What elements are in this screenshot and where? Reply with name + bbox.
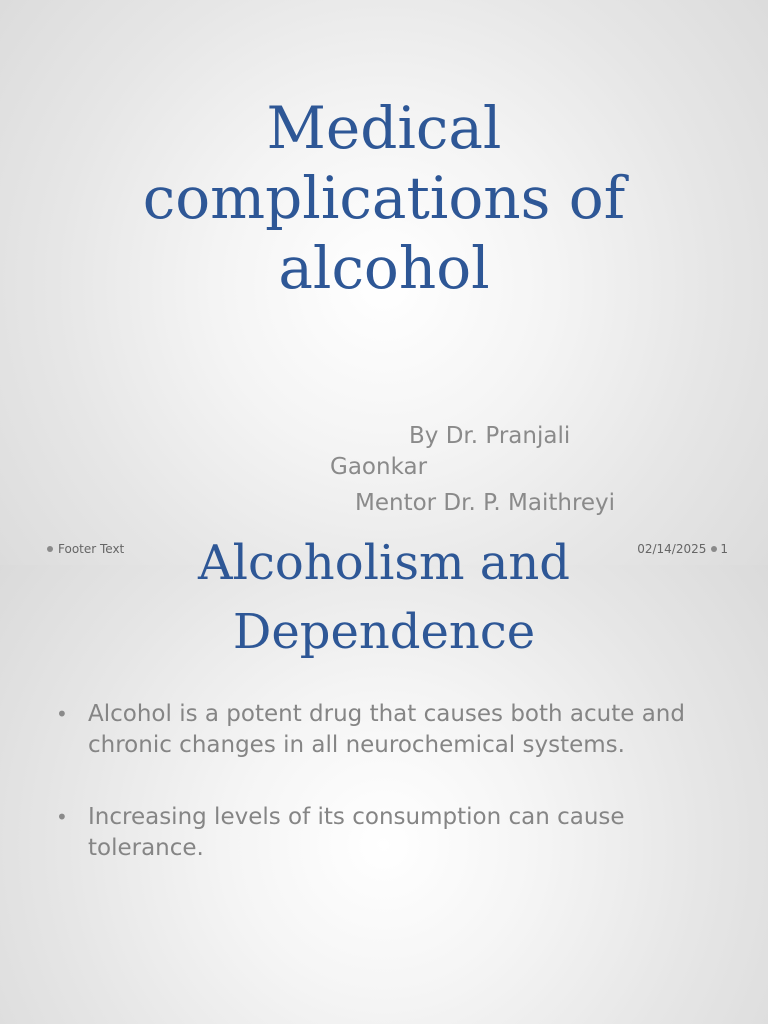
slide-title: Alcoholism and Dependence xyxy=(198,535,570,660)
bullet-icon: • xyxy=(56,805,68,829)
bullet-icon: • xyxy=(56,702,68,726)
slide-number: 1 xyxy=(720,542,728,556)
bullet-dot-icon xyxy=(711,546,717,552)
bullet-dot-icon xyxy=(47,546,53,552)
bullet-list xyxy=(56,699,716,905)
bullet-text: Increasing levels of its consumption can cause tolerance. xyxy=(88,804,625,861)
footer-text: Footer Text xyxy=(58,542,125,556)
subtitle-line-author-surname: Gaonkar xyxy=(330,454,428,480)
slide-title: Medical complications of alcohol xyxy=(142,94,626,302)
subtitle-line-mentor: Mentor Dr. P. Maithreyi xyxy=(355,490,616,516)
list-item xyxy=(56,802,716,863)
bullet-text: Alcohol is a potent drug that causes both acute and chronic changes in all neurochemical systems. xyxy=(88,701,685,758)
subtitle-line-author: By Dr. Pranjali xyxy=(409,423,571,449)
list-item xyxy=(56,699,716,760)
slide-date: 02/14/2025 xyxy=(637,542,707,556)
